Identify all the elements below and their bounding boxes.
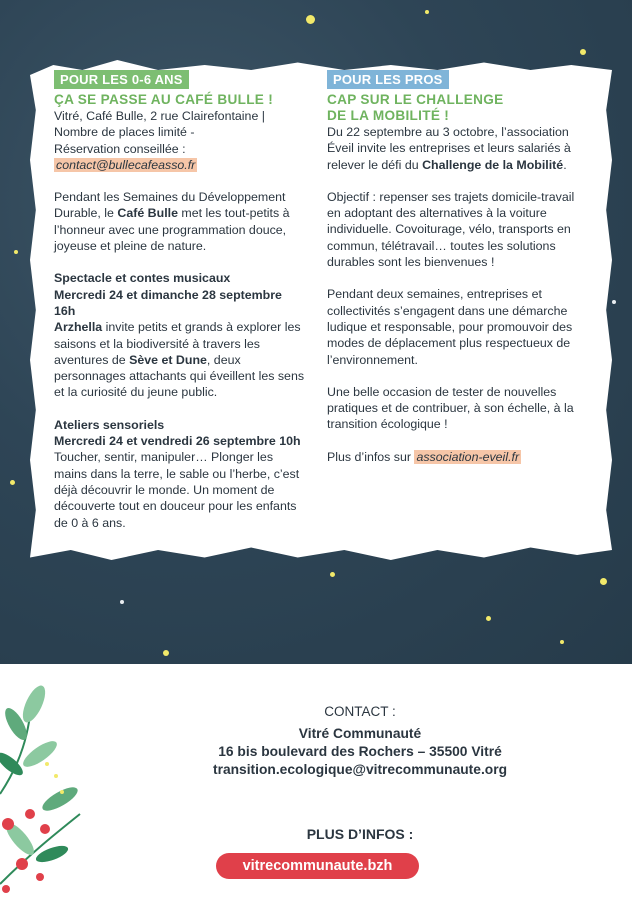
event2-date: Mercredi 24 et vendredi 26 septembre 10h <box>54 434 301 449</box>
event1-date: Mercredi 24 et dimanche 28 septembre 16h <box>54 287 282 318</box>
more-info-label: PLUS D’INFOS : <box>306 826 414 842</box>
tag-0-6-ans: POUR LES 0-6 ANS <box>54 70 189 89</box>
cafe-bulle-heading: ÇA SE PASSE AU CAFÉ BULLE ! <box>54 92 274 107</box>
more-info-line: Plus d’infos sur association-eveil.fr <box>327 449 520 464</box>
leaf-decoration-icon <box>0 664 110 901</box>
org-address: 16 bis boulevard des Rochers – 35500 Vitré <box>218 744 502 759</box>
reservation-line: Réservation conseillée : <box>54 141 186 156</box>
decor-dot <box>580 49 586 55</box>
intro-paragraph: Pendant les Semaines du Développement Durable, le Café Bulle met les tout-petits à l’honneur avec une programmation douce, joyeuse et pleine de nature. <box>54 190 290 254</box>
decor-dot <box>10 480 15 485</box>
org-name: Vitré Communauté <box>298 726 422 741</box>
decor-dot <box>425 10 429 14</box>
decor-dot <box>486 616 491 621</box>
contact-email-link[interactable]: contact@bullecafeasso.fr <box>56 157 196 172</box>
occasion-paragraph: Une belle occasion de tester de nouvelles pratiques et de contribuer, à son échelle, à la transition écologique ! <box>327 384 574 432</box>
decor-dot <box>120 600 124 604</box>
decor-dot <box>560 640 564 644</box>
decor-dot <box>600 578 607 585</box>
places-line: Nombre de places limité - <box>54 125 195 140</box>
two-weeks-paragraph: Pendant deux semaines, entreprises et collectivités s’engagent dans une démarche ludique et responsable, pour promouvoir des modes de déplacement plus respectueux de l’environnement. <box>327 287 573 367</box>
decor-dot <box>330 572 335 577</box>
event2-title: Ateliers sensoriels <box>54 417 165 432</box>
left-column <box>54 70 306 531</box>
tag-pros: POUR LES PROS <box>327 70 449 89</box>
org-email[interactable]: transition.ecologique@vitrecommunaute.org <box>212 762 508 777</box>
objective-paragraph: Objectif : repenser ses trajets domicile-travail en adoptant des alternatives à la voiture individuelle. Covoiturage, vélo, transports en commun, télétravail… toutes les solutions durables sont les bienvenues ! <box>327 189 575 270</box>
eveil-website-link[interactable]: association-eveil.fr <box>416 449 520 464</box>
website-button[interactable]: vitrecommunaute.bzh <box>216 853 419 879</box>
decor-dot <box>306 15 315 24</box>
event2-description: Toucher, sentir, manipuler… Plonger les mains dans la terre, le sable ou l’herbe, c’est déjà découvrir le monde. Un moment de découverte tout en douceur pour les enfants de 0 à 6 ans. <box>54 450 300 530</box>
right-column <box>327 70 589 465</box>
mobility-intro: Du 22 septembre au 3 octobre, l’association Éveil invite les entreprises et leurs salariés à relever le défi du Challenge de la Mobilité. <box>327 125 571 172</box>
mobility-heading: CAP SUR LE CHALLENGE DE LA MOBILITÉ ! <box>327 92 504 123</box>
contact-label: CONTACT : <box>324 704 396 719</box>
address-line: Vitré, Café Bulle, 2 rue Clairefontaine | <box>54 109 265 123</box>
decor-dot <box>163 650 169 656</box>
decor-dot <box>612 300 616 304</box>
event1-title: Spectacle et contes musicaux <box>54 271 231 286</box>
decor-dot <box>14 250 18 254</box>
event1-description: Arzhella invite petits et grands à explorer les saisons et la biodiversité à travers les aventures de Sève et Dune, deux personnages attachants qui éveillent les sens et la curiosité du jeune public. <box>54 320 305 400</box>
